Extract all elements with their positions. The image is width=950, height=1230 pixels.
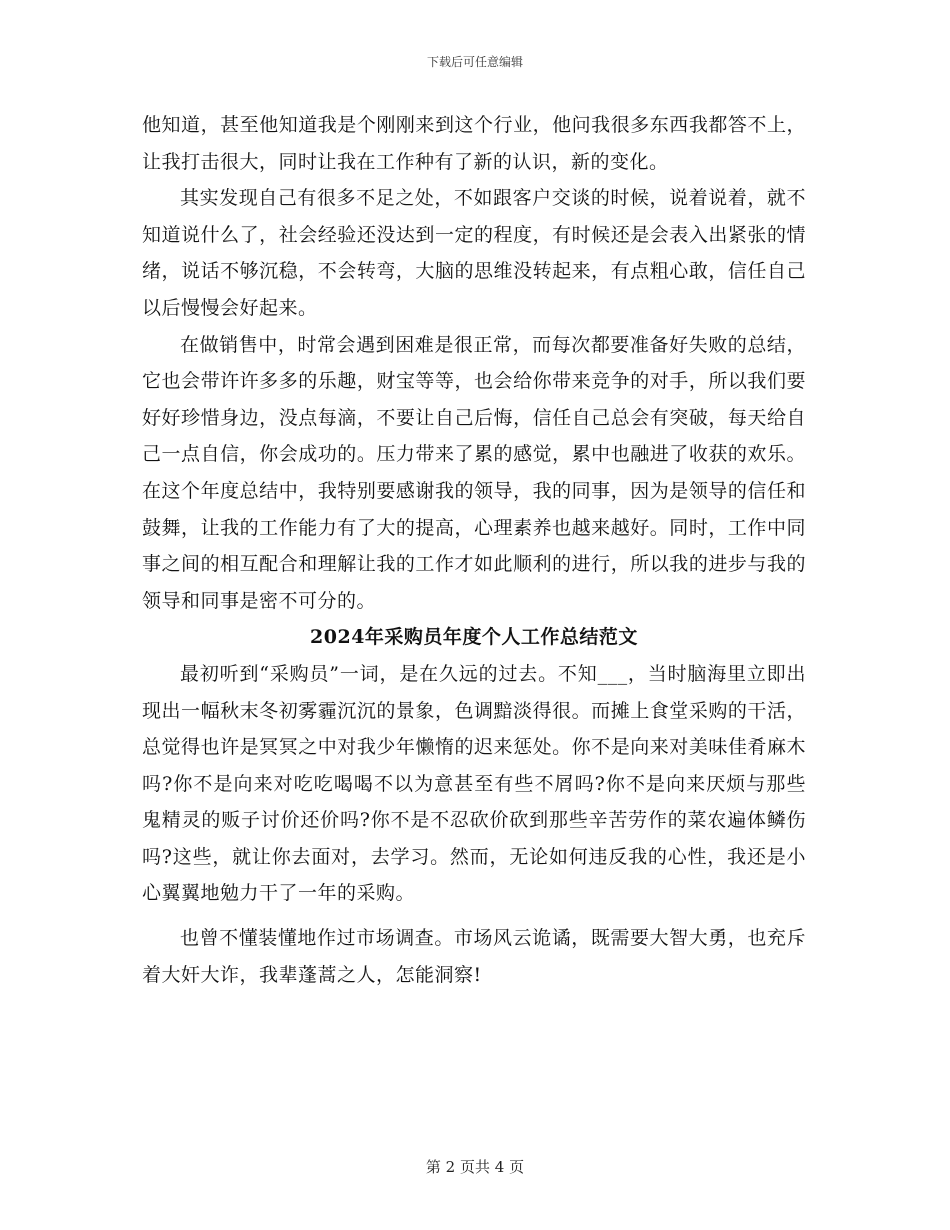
- paragraph-continuation: 他知道，甚至他知道我是个刚刚来到这个行业，他问我很多东西我都答不上，让我打击很大，同时让我在工作种有了新的认识，新的变化。: [142, 114, 806, 173]
- page-number: 第 2 页共 4 页: [425, 1158, 525, 1176]
- paragraph-sales-reflection: 在做销售中，时常会遇到困难是很正常，而每次都要准备好失败的总结，它也会带许许多多的乐趣，财宝等等，也会给你带来竞争的对手，所以我们要好好珍惜身边，没点每滴，不要让自己后悔，信任自己总会有突破，每天给自己一点自信，你会成功的。压力带来了累的感觉，累中也融进了收获的欢乐。在这个年度总结中，我特别要感谢我的领导，我的同事，因为是领导的信任和鼓舞，让我的工作能力有了大的提高，心理素养也越来越好。同时，工作中同事之间的相互配合和理解让我的工作才如此顺利的进行，所以我的进步与我的领导和同事是密不可分的。: [142, 333, 806, 612]
- section-title: 2024年采购员年度个人工作总结范文: [310, 626, 638, 649]
- paragraph-buyer-intro: 最初听到“采购员”一词，是在久远的过去。不知___，当时脑海里立即出现出一幅秋末冬初雾霾沉沉的景象，色调黯淡得很。而摊上食堂采购的干活，总觉得也许是冥冥之中对我少年懒惰的迟来惩处。你不是向来对美味佳肴麻木吗?你不是向来对吃吃喝喝不以为意甚至有些不屑吗?你不是向来厌烦与那些鬼精灵的贩子讨价还价吗?你不是不忍砍价砍到那些辛苦劳作的菜农遍体鳞伤吗?这些，就让你去面对，去学习。然而，无论如何违反我的心性，我还是小心翼翼地勉力干了一年的采购。: [142, 662, 806, 905]
- paragraph-market-survey: 也曾不懂装懂地作过市场调查。市场风云诡谲，既需要大智大勇，也充斥着大奸大诈，我辈蓬蒿之人，怎能洞察!: [142, 927, 806, 986]
- document-body: [142, 107, 806, 993]
- paragraph-shortcomings: 其实发现自己有很多不足之处，不如跟客户交谈的时候，说着说着，就不知道说什么了，社会经验还没达到一定的程度，有时候还是会表入出紧张的情绪，说话不够沉稳，不会转弯，大脑的思维没转起来，有点粗心敢，信任自己以后慢慢会好起来。: [142, 187, 806, 319]
- page-header-note: 下载后可任意编辑: [426, 55, 523, 69]
